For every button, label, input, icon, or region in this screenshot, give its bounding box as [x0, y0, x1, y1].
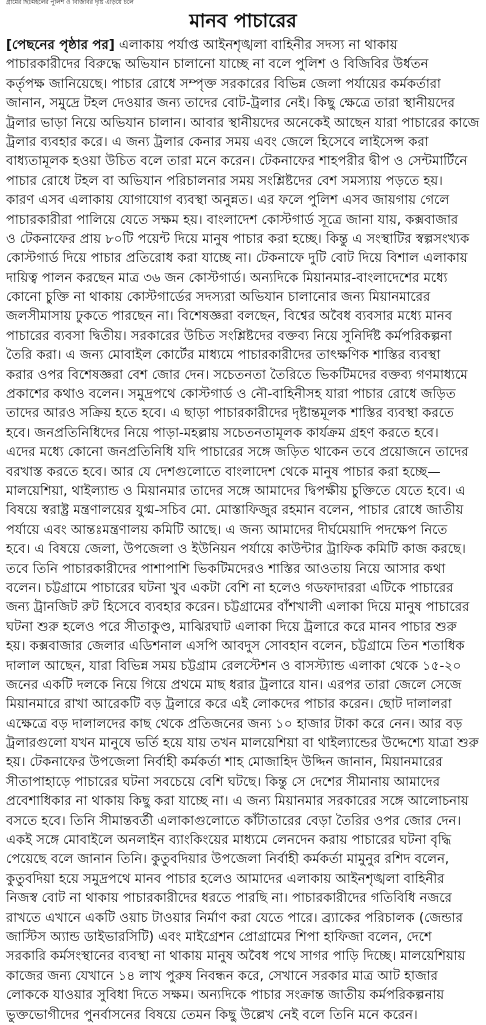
article-line: লোককে যাওয়ার সুবিধা দিতে সক্ষম। অন্যদিকে পাচার সংক্রান্ত জাতীয় কর্মপরিকল্পনায়	[6, 988, 445, 1004]
article-line: এদের মধ্যে কোনো জনপ্রতিনিধি যদি পাচারের সঙ্গে জড়িত থাকেন তবে প্রয়োজনে তাদের	[6, 445, 469, 461]
first-line-text: এলাকায় পর্যাপ্ত আইনশৃঙ্খলা বাহিনীর সদস্য না থাকায়	[114, 38, 398, 53]
article-line: পাচারকারীরা পালিয়ে যেতে সক্ষম হয়। বাংলাদেশ কোস্টগার্ড সূত্রে জানা যায়, কক্সবাজার	[6, 212, 459, 228]
article-line: জলসীমাসায় ঢুকতে পারছেন না। বিশেষজ্ঞরা বলছেন, বিশ্বের অবৈধ ব্যবসার মধ্যে মানব	[6, 309, 453, 325]
article-line: কোনো চুক্তি না থাকায় কোস্টগার্ডের সদস্যরা অভিযান চালানোর জন্য মিয়ানমারের	[6, 290, 431, 306]
article-line: পাচারের ব্যবসা দ্বিতীয়। সরকারের উচিত সংশ্লিষ্টদের বক্তব্য নিয়ে সুনির্দিষ্ট কর্মপরিকল্পনা	[6, 328, 452, 344]
article-line: সরকারি কর্মসংস্থানের ব্যবস্থা না থাকায় মানুষ অবৈধ পথে সাগর পাড়ি দিচ্ছে। মালয়েশিয়ায়	[6, 949, 466, 965]
article-line: সীতাপাহাড়ে পাচারের ঘটনা সবচেয়ে বেশি ঘটছে। কিন্তু সে দেশের সীমানায় আমাদের	[6, 774, 440, 790]
article-line: পেয়েছে বলে জানান তিনি। কুতুবদিয়ার উপজেলা নির্বাহী কর্মকর্তা মামুনুর রশিদ বলেন,	[6, 852, 450, 868]
article-lines	[6, 36, 480, 1025]
article-line: হয়। কক্সবাজার জেলার এডিশনাল এসপি আবদুস সোবহান বলেন, চট্টগ্রামে তিন শতাধিক	[6, 639, 465, 655]
article-line: তাদের আরও সক্রিয় হতে হবে। এ ছাড়া পাচারকারীদের দৃষ্টান্তমূলক শাস্তির ব্যবস্থা করতে	[6, 406, 454, 422]
article-line: বসতে হবে। তিনি সীমান্তবর্তী এলাকাগুলোতে কাঁটাতারের বেড়া তৈরির ওপর জোর দেন।	[6, 813, 462, 829]
cut-off-top-line: গ্রামের ছিটমহলের পুলিশ ও বিজিবির দৃষ্টি এড়িয়ে চলে	[6, 0, 134, 6]
article-line: বাধ্যতামূলক হওয়া উচিত বলে তারা মনে করেন। টেকনাফের শাহপরীর দ্বীপ ও সেন্টমার্টিনে	[6, 154, 468, 170]
article-line: তবে তিনি পাচারকারীদের পাশাপাশি ভিকটিমদেরও শাস্তির আওতায় নিয়ে আসার কথা	[6, 561, 446, 577]
article-line: তৈরি করা। এ জন্য মোবাইল কোর্টের মাধ্যমে পাচারকারীদের তাৎক্ষণিক শাস্তির ব্যবস্থা	[6, 348, 441, 364]
article-line: কোস্টগার্ড দিয়ে পাচার প্রতিরোধ করা যাচ্ছে না। টেকনাফে দুটি বোট দিয়ে বিশাল এলাকায়	[6, 251, 468, 267]
article-line: কাজের জন্য যেখানে ১৪ লাখ পুরুষ নিবন্ধন করে, সেখানে সরকার মাত্র আট হাজার	[6, 968, 438, 984]
article-line: জনের একটি দলকে নিয়ে গিয়ে প্রথমে মাছ ধরার ট্রলারে যান। এরপর তারা জেলে সেজে	[6, 677, 462, 693]
article-line: কর্তৃপক্ষ জানিয়েছে। পাচার রোধে সম্পৃক্ত সরকারের বিভিন্ন জেলা পর্যায়ের কর্মকর্তারা	[6, 76, 441, 92]
article-line: বলেন। চট্টগ্রামে পাচারের ঘটনা খুব একটা বেশি না হলেও গডফাদাররা এটিকে পাচারের	[6, 580, 454, 596]
article-line: ভুক্তভোগীদের পুনর্বাসনের বিষয়ে তেমন কিছু উল্লেখ নেই বলে তিনি মনে করেন।	[6, 1007, 418, 1023]
article-line: হবে। জনপ্রতিনিধিদের নিয়ে পাড়া-মহল্লায় সচেতনতামূলক কার্যক্রম গ্রহণ করতে হবে।	[6, 425, 439, 441]
article-line: নিজস্ব বোট না থাকায় পাচারকারীদের ধরতে পারছি না। পাচারকারীদের গতিবিধি নজরে	[6, 891, 452, 907]
article-line: এক্ষেত্রে বড় দালালদের কাছ থেকে প্রতিজনের জন্য ১০ হাজার টাকা করে নেন। আর বড়	[6, 716, 463, 732]
article-line: জানান, সমুদ্রে টহল দেওয়ার জন্য তাদের বোট-ট্রলার নেই। কিছু ক্ষেত্রে তারা স্থানীয়দের	[6, 96, 455, 112]
article-first-line	[6, 36, 480, 55]
headline: মানব পাচারের	[189, 10, 297, 32]
article-line: দালাল আছেন, যারা বিভিন্ন সময় চট্টগ্রাম রেলস্টেশন ও বাসস্ট্যান্ড এলাকা থেকে ১৫-২০	[6, 658, 462, 674]
article-line: পাচারকারীদের বিরুদ্ধে অভিযান চালানো যাচ্ছে না বলে পুলিশ ও বিজিবির উর্ধতন	[6, 57, 429, 73]
continuation-kicker: [পেছনের পৃষ্ঠার পর]	[6, 38, 115, 53]
article-line: ও টেকনাফের প্রায় ৮০টি পয়েন্ট দিয়ে মানুষ পাচার করা হচ্ছে। কিন্তু এ সংস্থাটির স্বল্পসংখ্যক	[6, 231, 470, 247]
article-line: ট্রলারগুলো যখন মানুষে ভর্তি হয়ে যায় তখন মালয়েশিয়া বা থাইল্যান্ডের উদ্দেশ্যে যাত্রা শুরু	[6, 736, 479, 752]
article-line: করার ওপর বিশেষজ্ঞরা বেশ জোর দেন। সচেতনতা তৈরিতে ভিকটিমদের বক্তব্য গণমাধ্যমে	[6, 367, 468, 383]
article-line: রাখতে এখানে একটি ওয়াচ টাওয়ার নির্মাণ করা যেতে পারে। ব্র্যাকের পরিচালক (জেন্ডার	[6, 910, 463, 926]
article-line: জন্য ট্রানজিট রুট হিসেবে ব্যবহার করেন। চট্টগ্রামের বাঁশখালী এলাকা দিয়ে মানুষ পাচারের	[6, 600, 470, 616]
article-line: জাস্টিস অ্যান্ড ডাইভারসিটি) এবং মাইগ্রেশন প্রোগ্রামের শিপা হাফিজা বলেন, দেশে	[6, 929, 432, 945]
article-line: বিষয়ে স্বরাষ্ট্র মন্ত্রণালয়ের যুগ্ম-সচিব মো. মোস্তাফিজুর রহমান বলেন, পাচার রোধে জাতীয়	[6, 503, 464, 519]
article-line: ট্রলার ভাড়া নিয়ে অভিযান চালান। আবার স্থানীয়দের অনেকেই আছেন যারা পাচারের কাজে	[6, 115, 480, 131]
article-line: পাচার রোধে টহল বা অভিযান পরিচালনার সময় সংশ্লিষ্টদের বেশ সমস্যায় পড়তে হয়।	[6, 173, 443, 189]
article-line: একই সঙ্গে মোবাইলে অনলাইন ব্যাংকিংয়ের মাধ্যমে লেনদেন করায় পাচারের ঘটনা বৃদ্ধি	[6, 833, 452, 849]
article-line: মালয়েশিয়া, থাইল্যান্ড ও মিয়ানমার তাদের সঙ্গে আমাদের দ্বিপক্ষীয় চুক্তিতে যেতে হবে। এ	[6, 483, 466, 499]
article-line: কুতুবদিয়া হয়ে সমুদ্রপথে মানব পাচার হলেও আমাদের এলাকায় আইনশৃঙ্খলা বাহিনীর	[6, 871, 445, 887]
article-line: হয়। টেকনাফের উপজেলা নির্বাহী কর্মকর্তা শাহ মোজাহিদ উদ্দিন জানান, মিয়ানমারের	[6, 755, 443, 771]
article-line: কারণ এসব এলাকায় যোগাযোগ ব্যবস্থা অনুন্নত। এর ফলে পুলিশ এসব জায়গায় গেলে	[6, 193, 450, 209]
article-line: প্রকাশের কথাও বলেন। সমুদ্রপথে কোস্টগার্ড ও নৌ-বাহিনীসহ যারা পাচার রোধে জড়িত	[6, 387, 456, 403]
article-line: পর্যায়ে এবং আন্তঃমন্ত্রণালয় কমিটি আছে। এ জন্য আমাদের দীর্ঘমেয়াদি পদক্ষেপ নিতে	[6, 522, 448, 538]
article-line: ট্রলার ব্যবহার করে। এ জন্য ট্রলার কেনার সময় এবং জেলে হিসেবে লাইসেন্স করা	[6, 134, 429, 150]
article-line: দায়িত্ব পালন করছেন মাত্র ৩৬ জন কোস্টগার্ড। অন্যদিকে মিয়ানমার-বাংলাদেশের মধ্যে	[6, 270, 448, 286]
article-line: মিয়ানমারে রাখা আরেকটি বড় ট্রলারে করে এই লোকদের পাচার করেন। ছোট দালালরা	[6, 697, 452, 713]
article-line: প্রবেশাধিকার না থাকায় কিছু করা যাচ্ছে না। এ জন্য মিয়ানমার সরকারের সঙ্গে আলোচনায়	[6, 794, 469, 810]
article-body	[6, 36, 480, 1023]
article-line: হবে। এ বিষয়ে জেলা, উপজেলা ও ইউনিয়ন পর্যায়ে কাউন্টার ট্রাফিক কমিটি কাজ করছে।	[6, 542, 466, 558]
article-line: ঘটনা শুরু হলেও পরে সীতাকুণ্ড, মাঝিরঘাট এলাকা দিয়ে ট্রলারে করে মানব পাচার শুরু	[6, 619, 457, 635]
article-line: বরখাস্ত করতে হবে। আর যে দেশগুলোতে বাংলাদেশ থেকে মানুষ পাচার করা হচ্ছে—	[6, 464, 441, 480]
